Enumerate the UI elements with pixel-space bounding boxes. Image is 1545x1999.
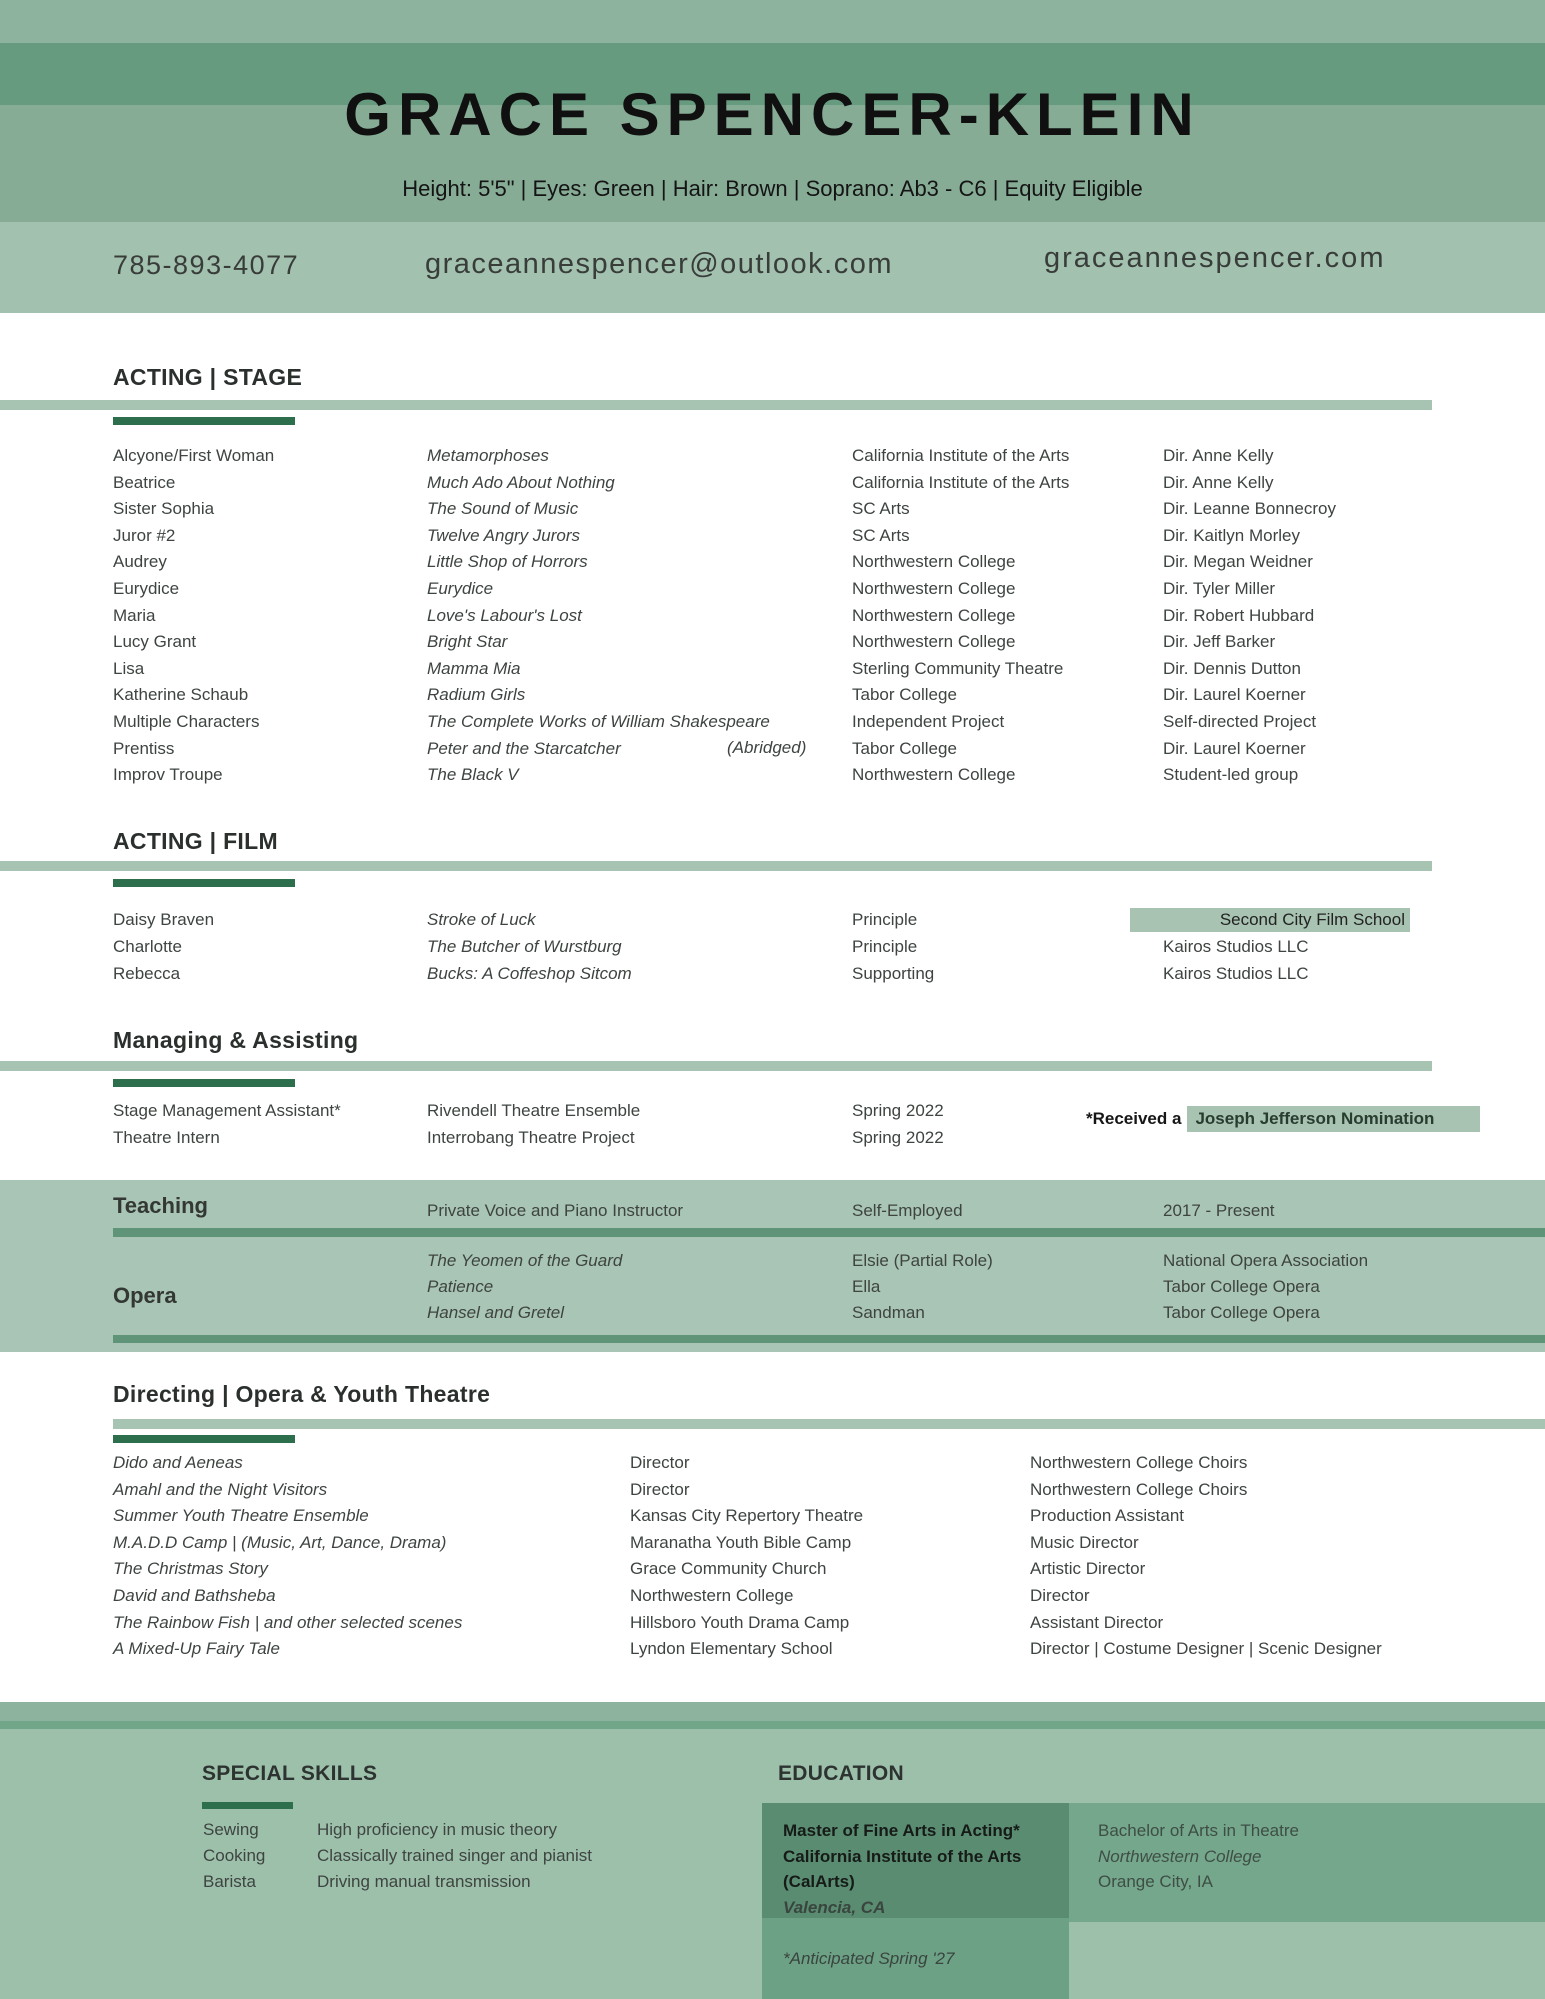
bottom-band-strip <box>0 1702 1545 1721</box>
stage-venue: Northwestern College <box>852 605 1016 625</box>
skill-desc: Driving manual transmission <box>317 1872 531 1891</box>
stage-role: Lucy Grant <box>113 632 197 652</box>
website-url: graceannespencer.com <box>1044 242 1386 274</box>
directing-role: Director <box>1030 1585 1090 1605</box>
directing-role: Music Director <box>1030 1532 1139 1552</box>
stage-role: Lisa <box>113 658 145 678</box>
directing-show: Amahl and the Night Visitors <box>113 1479 328 1499</box>
mfa-note: *Anticipated Spring '27 <box>783 1949 955 1968</box>
section-title-stage: ACTING | STAGE <box>113 364 303 390</box>
film-studio: Second City Film School <box>1219 910 1405 929</box>
opera-role: Ella <box>852 1277 881 1296</box>
directing-org: Grace Community Church <box>630 1559 827 1579</box>
stage-director: Dir. Tyler Miller <box>1163 578 1276 598</box>
section-title-teaching: Teaching <box>113 1193 208 1218</box>
page-title: GRACE SPENCER-KLEIN <box>344 81 1201 148</box>
divider-bar <box>113 1228 1545 1237</box>
accent-bar <box>113 417 295 425</box>
directing-org: Lyndon Elementary School <box>630 1639 833 1659</box>
skills-desc-column <box>317 1817 592 1895</box>
film-studio-highlight <box>1130 908 1410 932</box>
stage-director: Self-directed Project <box>1163 711 1317 731</box>
stage-director: Dir. Kaitlyn Morley <box>1163 525 1300 545</box>
film-role: Daisy Braven <box>113 910 215 929</box>
teaching-date: 2017 - Present <box>1163 1201 1275 1220</box>
directing-org: Northwestern College <box>630 1585 794 1605</box>
stage-show: Eurydice <box>427 578 494 598</box>
header-band-top <box>0 0 1545 43</box>
directing-show: M.A.D.D Camp | (Music, Art, Dance, Drama) <box>113 1532 447 1552</box>
email-address: graceannespencer@outlook.com <box>425 248 894 280</box>
stage-show: The Sound of Music <box>427 499 579 519</box>
section-bar <box>0 1061 1432 1071</box>
directing-org-column <box>630 1450 863 1663</box>
stage-role: Alcyone/First Woman <box>113 446 275 465</box>
opera-show-column <box>427 1248 622 1326</box>
stage-role: Sister Sophia <box>113 499 215 519</box>
education-mfa-note-box <box>762 1918 1069 1999</box>
opera-org-column <box>1163 1248 1368 1326</box>
mfa-degree: Master of Fine Arts in Acting* <box>783 1821 1020 1840</box>
stage-venue: Independent Project <box>852 711 1005 731</box>
directing-show: David and Bathsheba <box>113 1585 276 1605</box>
skills-label-column <box>203 1817 265 1895</box>
teaching-role: Private Voice and Piano Instructor <box>427 1201 684 1220</box>
stage-director-column <box>1163 443 1336 789</box>
section-title-directing: Directing | Opera & Youth Theatre <box>113 1381 491 1407</box>
opera-show: Hansel and Gretel <box>427 1303 565 1322</box>
stage-venue: Tabor College <box>852 685 957 705</box>
managing-role: Theatre Intern <box>113 1128 220 1147</box>
phone-number: 785-893-4077 <box>113 250 300 280</box>
stage-director: Dir. Anne Kelly <box>1163 446 1274 465</box>
stage-director: Dir. Megan Weidner <box>1163 552 1313 572</box>
opera-org: Tabor College Opera <box>1163 1277 1320 1296</box>
stage-show-column <box>427 443 770 789</box>
managing-date: Spring 2022 <box>852 1101 944 1120</box>
managing-date: Spring 2022 <box>852 1128 944 1147</box>
accent-bar <box>113 1079 295 1087</box>
managing-org-column <box>427 1097 640 1151</box>
opera-role: Elsie (Partial Role) <box>852 1251 993 1270</box>
managing-role-column <box>113 1097 341 1151</box>
bachelor-degree: Bachelor of Arts in Theatre <box>1098 1821 1299 1840</box>
stage-role: Maria <box>113 605 156 625</box>
skill-label: Barista <box>203 1872 256 1891</box>
bachelor-school: Northwestern College <box>1098 1846 1262 1866</box>
managing-org: Interrobang Theatre Project <box>427 1128 635 1147</box>
film-billing: Principle <box>852 910 918 929</box>
stage-role: Prentiss <box>113 738 175 758</box>
actor-stats: Height: 5'5" | Eyes: Green | Hair: Brown | Soprano: Ab3 - C6 | Equity Eligible <box>402 176 1143 201</box>
film-billing-column <box>852 906 934 987</box>
film-show: Bucks: A Coffeshop Sitcom <box>427 964 632 983</box>
bottom-band-divider <box>0 1721 1545 1729</box>
stage-director: Student-led group <box>1163 765 1299 785</box>
stage-director: Dir. Jeff Barker <box>1163 632 1276 652</box>
directing-show: A Mixed-Up Fairy Tale <box>113 1639 280 1659</box>
directing-org: Director <box>630 1453 690 1472</box>
directing-show-column <box>113 1450 462 1663</box>
mfa-location: Valencia, CA <box>783 1897 886 1917</box>
opera-org: Tabor College Opera <box>1163 1303 1320 1322</box>
directing-show: Summer Youth Theatre Ensemble <box>113 1506 369 1526</box>
directing-show: Dido and Aeneas <box>113 1453 243 1472</box>
divider-bar <box>113 1335 1545 1343</box>
stage-show: Twelve Angry Jurors <box>427 525 581 545</box>
section-title-opera: Opera <box>113 1283 177 1308</box>
education-bachelor-box <box>1069 1803 1545 1922</box>
managing-org: Rivendell Theatre Ensemble <box>427 1101 641 1120</box>
stage-venue: SC Arts <box>852 499 910 519</box>
directing-org: Kansas City Repertory Theatre <box>630 1506 864 1526</box>
section-bar <box>113 1419 1545 1429</box>
stage-venue: California Institute of the Arts <box>852 446 1070 465</box>
stage-role: Katherine Schaub <box>113 685 249 705</box>
film-role-column <box>113 906 214 987</box>
stage-venue: Sterling Community Theatre <box>852 658 1064 678</box>
film-show-column <box>427 906 632 987</box>
stage-director: Dir. Leanne Bonnecroy <box>1163 499 1336 519</box>
mfa-school: California Institute of the Arts <box>783 1846 1022 1866</box>
stage-role: Eurydice <box>113 578 180 598</box>
film-studio-column <box>1163 933 1309 987</box>
stage-role: Multiple Characters <box>113 711 260 731</box>
award-note-prefix: *Received a <box>1086 1109 1182 1128</box>
stage-director: Dir. Laurel Koerner <box>1163 738 1306 758</box>
stage-show: Much Ado About Nothing <box>427 472 615 492</box>
section-bar <box>0 861 1432 871</box>
stage-venue: Northwestern College <box>852 578 1016 598</box>
managing-role: Stage Management Assistant* <box>113 1101 341 1120</box>
stage-role: Juror #2 <box>113 525 176 545</box>
teaching-org: Self-Employed <box>852 1201 963 1220</box>
directing-role: Assistant Director <box>1030 1612 1164 1632</box>
stage-venue: Northwestern College <box>852 552 1016 572</box>
stage-director: Dir. Robert Hubbard <box>1163 605 1315 625</box>
directing-role: Artistic Director <box>1030 1559 1146 1579</box>
skill-label: Cooking <box>203 1846 266 1865</box>
directing-org: Director <box>630 1479 690 1499</box>
stage-show: Little Shop of Horrors <box>427 552 588 572</box>
film-studio: Kairos Studios LLC <box>1163 964 1309 983</box>
stage-director: Dir. Dennis Dutton <box>1163 658 1301 678</box>
bachelor-location: Orange City, IA <box>1098 1872 1213 1891</box>
accent-bar <box>113 879 295 887</box>
directing-role: Northwestern College Choirs <box>1030 1453 1248 1472</box>
stage-role: Beatrice <box>113 472 176 492</box>
accent-bar <box>202 1802 293 1809</box>
stage-show: Radium Girls <box>427 685 526 705</box>
stage-role-column <box>113 443 274 789</box>
film-studio: Kairos Studios LLC <box>1163 937 1309 956</box>
directing-show: The Rainbow Fish | and other selected scenes <box>113 1612 463 1632</box>
film-show: Stroke of Luck <box>427 910 536 929</box>
opera-show: Patience <box>427 1277 494 1296</box>
stage-show: Bright Star <box>427 632 508 652</box>
opera-role: Sandman <box>852 1303 925 1322</box>
directing-org: Maranatha Youth Bible Camp <box>630 1532 852 1552</box>
stage-venue: California Institute of the Arts <box>852 472 1070 492</box>
stage-role: Improv Troupe <box>113 765 223 785</box>
skill-desc: High proficiency in music theory <box>317 1820 557 1839</box>
directing-role: Director | Costume Designer | Scenic Designer <box>1030 1639 1382 1659</box>
section-title-managing: Managing & Assisting <box>113 1027 359 1053</box>
stage-venue: Tabor College <box>852 738 957 758</box>
award-note-highlight: Joseph Jefferson Nomination <box>1187 1106 1480 1132</box>
stage-show: Peter and the Starcatcher <box>427 738 621 758</box>
stage-show: The Black V <box>427 765 519 785</box>
section-title-education: EDUCATION <box>778 1762 904 1785</box>
stage-director: Dir. Anne Kelly <box>1163 472 1274 492</box>
film-billing: Principle <box>852 937 918 956</box>
opera-show: The Yeomen of the Guard <box>427 1251 623 1270</box>
stage-venue-column <box>852 443 1069 789</box>
directing-role: Northwestern College Choirs <box>1030 1479 1248 1499</box>
film-role: Charlotte <box>113 937 182 956</box>
directing-org: Hillsboro Youth Drama Camp <box>630 1612 850 1632</box>
stage-venue: SC Arts <box>852 525 910 545</box>
skill-label: Sewing <box>203 1820 259 1839</box>
mfa-school-abbr: (CalArts) <box>783 1872 855 1891</box>
section-bar <box>0 400 1432 410</box>
opera-org: National Opera Association <box>1163 1251 1369 1270</box>
stage-show: The Complete Works of William Shakespeare <box>427 711 770 731</box>
film-role: Rebecca <box>113 964 181 983</box>
film-billing: Supporting <box>852 964 935 983</box>
stage-show: Metamorphoses <box>427 446 549 465</box>
section-title-film: ACTING | FILM <box>113 828 278 854</box>
opera-role-column <box>852 1248 993 1326</box>
skill-desc: Classically trained singer and pianist <box>317 1846 592 1865</box>
stage-director: Dir. Laurel Koerner <box>1163 685 1306 705</box>
stage-venue: Northwestern College <box>852 632 1016 652</box>
education-mfa-box <box>762 1803 1069 1918</box>
managing-date-column <box>852 1097 944 1151</box>
section-title-skills: SPECIAL SKILLS <box>202 1762 378 1785</box>
film-show: The Butcher of Wurstburg <box>427 937 622 956</box>
directing-role-column <box>1030 1450 1382 1663</box>
accent-bar <box>113 1435 295 1443</box>
stage-show-abridged-note: (Abridged) <box>727 738 807 757</box>
stage-show: Mamma Mia <box>427 658 521 678</box>
stage-show: Love's Labour's Lost <box>427 605 582 625</box>
award-note <box>1086 1106 1480 1132</box>
stage-role: Audrey <box>113 552 167 572</box>
directing-role: Production Assistant <box>1030 1506 1185 1526</box>
stage-venue: Northwestern College <box>852 765 1016 785</box>
directing-show: The Christmas Story <box>113 1559 268 1579</box>
